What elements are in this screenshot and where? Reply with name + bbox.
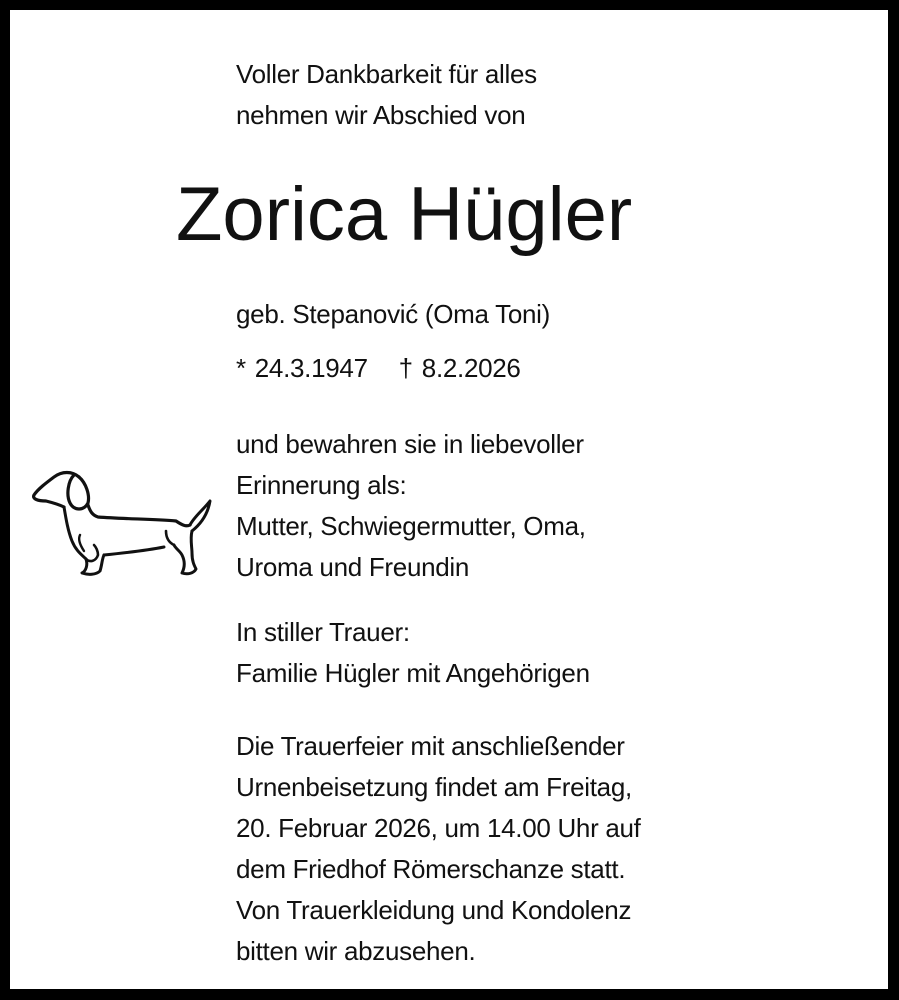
mourners-line: Familie Hügler mit Angehörigen [236, 658, 590, 688]
memory-text [236, 424, 586, 588]
cross-icon: † [398, 353, 413, 383]
memory-line: Uroma und Freundin [236, 552, 470, 582]
obituary-notice [10, 10, 888, 989]
service-line: Die Trauerfeier mit anschließender [236, 731, 625, 761]
deceased-name: Zorica Hügler [176, 172, 633, 257]
service-line: bitten wir abzusehen. [236, 936, 476, 966]
mourners-line: In stiller Trauer: [236, 617, 410, 647]
intro-line: nehmen wir Abschied von [236, 100, 526, 130]
memory-line: und bewahren sie in liebevoller [236, 429, 584, 459]
birth-date: 24.3.1947 [254, 353, 368, 383]
service-line: 20. Februar 2026, um 14.00 Uhr auf [236, 813, 641, 843]
death-date: 8.2.2026 [421, 353, 521, 383]
memory-line: Erinnerung als: [236, 470, 407, 500]
memory-line: Mutter, Schwiegermutter, Oma, [236, 511, 586, 541]
service-details [236, 726, 641, 972]
dachshund-icon [24, 455, 214, 585]
service-line: Von Trauerkleidung und Kondolenz [236, 895, 632, 925]
birth-name: geb. Stepanović (Oma Toni) [236, 299, 551, 329]
born-symbol: * [236, 353, 246, 383]
service-line: dem Friedhof Römerschanze statt. [236, 854, 626, 884]
service-line: Urnenbeisetzung findet am Freitag, [236, 772, 632, 802]
mourners-text [236, 612, 590, 694]
life-dates [236, 348, 521, 389]
intro-line: Voller Dankbarkeit für alles [236, 59, 537, 89]
intro-text [236, 54, 537, 136]
